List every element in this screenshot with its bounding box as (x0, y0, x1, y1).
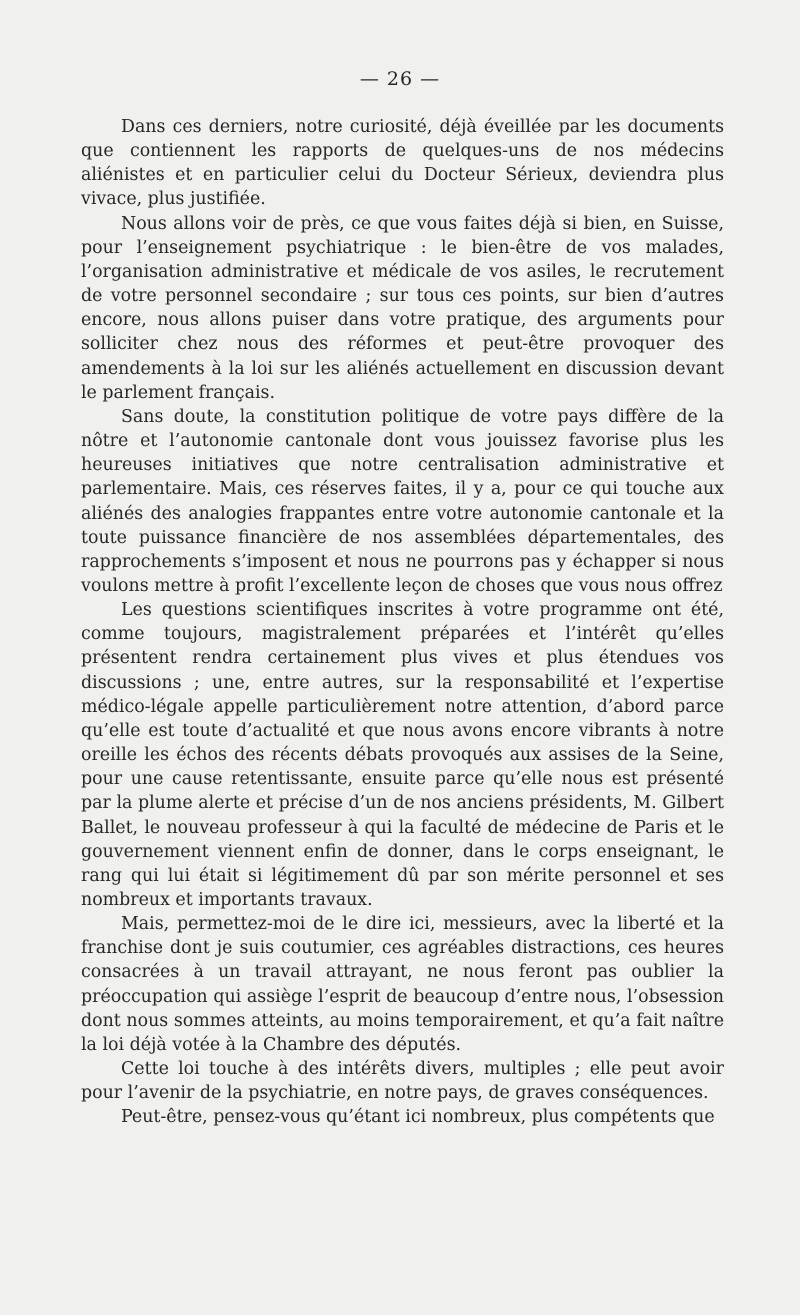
page-number: — 26 — (359, 68, 441, 90)
body-text (81, 115, 724, 1130)
paragraph-7: Peut-être, pensez-vous qu’étant ici nombreux, plus compétents que (121, 1107, 715, 1128)
paragraph-2: Nous allons voir de près, ce que vous faites déjà si bien, en Suisse, pour l’enseignement psychiatrique : le bien-être de vos malades, l’organisation administrative et médicale de vos asiles, le recrutement de votre personnel secondaire ; sur tous ces points, sur bien d’autres encore, nous allons puiser dans votre pratique, des arguments pour solliciter chez nous des réformes et peut-être provoquer des amendements à la loi sur les aliénés actuellement en discussion devant le parlement français. (81, 213, 724, 403)
paragraph-5: Mais, permettez-moi de le dire ici, messieurs, avec la liberté et la franchise dont je suis coutumier, ces agréables distractions, ces heures consacrées à un travail attrayant, ne nous feront pas oublier la préoccupation qui assiège l’esprit de beaucoup d’entre nous, l’obsession dont nous sommes atteints, au moins temporairement, et qu’a fait naître la loi déjà votée à la Chambre des députés. (81, 914, 724, 1055)
paragraph-3: Sans doute, la constitution politique de votre pays diffère de la nôtre et l’autonomie cantonale dont vous jouissez favorise plus les heureuses initiatives que notre centralisation administrative et parlementaire. Mais, ces réserves faites, il y a, pour ce qui touche aux aliénés des analogies frappantes entre votre autonomie cantonale et la toute puissance financière de nos assemblées départementales, des rapprochements s’imposent et nous ne pourrons pas y échapper si nous voulons mettre à profit l’excellente leçon de choses que vous nous offrez (81, 406, 724, 596)
paragraph-1: Dans ces derniers, notre curiosité, déjà éveillée par les documents que contiennent les rapports de quelques-uns de nos médecins aliénistes et en particulier celui du Docteur Sérieux, deviendra plus vivace, plus justifiée. (81, 117, 724, 210)
paragraph-4: Les questions scientifiques inscrites à votre programme ont été, comme toujours, magistralement préparées et l’intérêt qu’elles présentent rendra certainement plus vives et plus étendues vos discussions ; une, entre autres, sur la responsabilité et l’expertise médico-légale appelle particulièrement notre attention, d’abord parce qu’elle est toute d’actualité et que nous avons encore vibrants à notre oreille les échos des récents débats provoqués aux assises de la Seine, pour une cause retentissante, ensuite parce qu’elle nous est présenté par la plume alerte et précise d’un de nos anciens présidents, M. Gilbert Ballet, le nouveau professeur à qui la faculté de médecine de Paris et le gouvernement viennent enfin de donner, dans le corps enseignant, le rang qui lui était si légitimement dû par son mérite personnel et ses nombreux et importants travaux. (81, 600, 724, 910)
paragraph-6: Cette loi touche à des intérêts divers, multiples ; elle peut avoir pour l’avenir de la psychiatrie, en notre pays, de graves conséquences. (81, 1059, 724, 1104)
